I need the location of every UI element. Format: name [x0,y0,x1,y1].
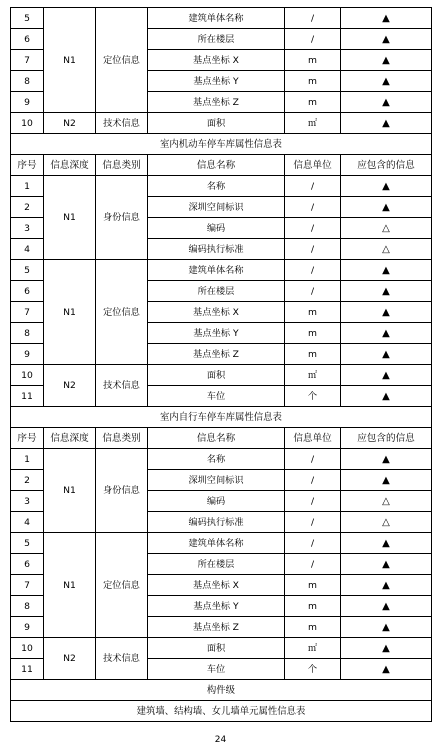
name-cell: 基点坐标 Z [148,344,285,365]
unit-cell: / [285,281,341,302]
section-row [11,701,432,722]
depth-cell: N2 [44,113,96,134]
unit-cell: m [285,302,341,323]
seq-cell: 11 [11,659,44,680]
depth-cell: N2 [44,638,96,680]
header-category: 信息类别 [96,428,148,449]
required-cell: ▲ [341,575,432,596]
category-cell: 定位信息 [96,533,148,638]
seq-cell: 8 [11,596,44,617]
required-cell: ▲ [341,386,432,407]
required-cell: ▲ [341,470,432,491]
required-cell: ▲ [341,29,432,50]
table-title: 室内自行车停车库属性信息表 [11,407,432,428]
seq-cell: 8 [11,71,44,92]
name-cell: 编码执行标准 [148,512,285,533]
seq-cell: 8 [11,323,44,344]
table-title: 室内机动车停车库属性信息表 [11,134,432,155]
required-cell: ▲ [341,92,432,113]
table-row [11,260,432,281]
next-table-title: 建筑墙、结构墙、女儿墙单元属性信息表 [11,701,432,722]
unit-cell: ㎡ [285,365,341,386]
required-cell: △ [341,491,432,512]
header-name: 信息名称 [148,155,285,176]
attribute-table [10,7,432,722]
name-cell: 所在楼层 [148,554,285,575]
required-cell: △ [341,218,432,239]
table-row [11,8,432,29]
seq-cell: 9 [11,617,44,638]
name-cell: 基点坐标 Y [148,71,285,92]
header-category: 信息类别 [96,155,148,176]
seq-cell: 6 [11,554,44,575]
unit-cell: / [285,533,341,554]
header-unit: 信息单位 [285,155,341,176]
unit-cell: m [285,71,341,92]
seq-cell: 5 [11,8,44,29]
name-cell: 基点坐标 X [148,302,285,323]
name-cell: 基点坐标 Y [148,323,285,344]
seq-cell: 3 [11,491,44,512]
seq-cell: 4 [11,512,44,533]
required-cell: ▲ [341,365,432,386]
seq-cell: 10 [11,365,44,386]
required-cell: ▲ [341,533,432,554]
unit-cell: / [285,197,341,218]
seq-cell: 2 [11,470,44,491]
name-cell: 基点坐标 Z [148,617,285,638]
name-cell: 编码 [148,491,285,512]
required-cell: ▲ [341,176,432,197]
name-cell: 面积 [148,638,285,659]
name-cell: 基点坐标 Z [148,92,285,113]
name-cell: 建筑单体名称 [148,260,285,281]
table-row [11,176,432,197]
seq-cell: 10 [11,638,44,659]
required-cell: ▲ [341,281,432,302]
required-cell: △ [341,239,432,260]
required-cell: ▲ [341,617,432,638]
seq-cell: 3 [11,218,44,239]
seq-cell: 1 [11,176,44,197]
unit-cell: / [285,449,341,470]
unit-cell: m [285,323,341,344]
name-cell: 建筑单体名称 [148,8,285,29]
name-cell: 面积 [148,365,285,386]
seq-cell: 11 [11,386,44,407]
table-row [11,113,432,134]
category-cell: 定位信息 [96,8,148,113]
unit-cell: 个 [285,659,341,680]
name-cell: 车位 [148,659,285,680]
header-required: 应包含的信息 [341,155,432,176]
table-header-row [11,155,432,176]
header-seq: 序号 [11,428,44,449]
depth-cell: N1 [44,176,96,260]
header-name: 信息名称 [148,428,285,449]
header-unit: 信息单位 [285,428,341,449]
table-row [11,365,432,386]
header-depth: 信息深度 [44,155,96,176]
unit-cell: / [285,554,341,575]
page-number: 24 [214,735,227,745]
required-cell: ▲ [341,113,432,134]
depth-cell: N1 [44,260,96,365]
name-cell: 所在楼层 [148,281,285,302]
seq-cell: 5 [11,533,44,554]
required-cell: ▲ [341,323,432,344]
name-cell: 名称 [148,449,285,470]
table-title-row [11,407,432,428]
required-cell: △ [341,512,432,533]
name-cell: 深圳空间标识 [148,470,285,491]
section-level-title: 构件级 [11,680,432,701]
unit-cell: m [285,344,341,365]
required-cell: ▲ [341,344,432,365]
category-cell: 定位信息 [96,260,148,365]
header-seq: 序号 [11,155,44,176]
unit-cell: m [285,575,341,596]
unit-cell: / [285,29,341,50]
depth-cell: N1 [44,533,96,638]
unit-cell: / [285,8,341,29]
required-cell: ▲ [341,197,432,218]
required-cell: ▲ [341,596,432,617]
seq-cell: 7 [11,50,44,71]
unit-cell: / [285,512,341,533]
name-cell: 所在楼层 [148,29,285,50]
name-cell: 编码 [148,218,285,239]
name-cell: 名称 [148,176,285,197]
seq-cell: 2 [11,197,44,218]
required-cell: ▲ [341,8,432,29]
header-depth: 信息深度 [44,428,96,449]
unit-cell: m [285,617,341,638]
name-cell: 基点坐标 X [148,50,285,71]
unit-cell: ㎡ [285,638,341,659]
unit-cell: / [285,239,341,260]
name-cell: 基点坐标 X [148,575,285,596]
unit-cell: / [285,218,341,239]
category-cell: 技术信息 [96,113,148,134]
seq-cell: 7 [11,302,44,323]
depth-cell: N2 [44,365,96,407]
seq-cell: 6 [11,281,44,302]
name-cell: 面积 [148,113,285,134]
seq-cell: 9 [11,92,44,113]
name-cell: 编码执行标准 [148,239,285,260]
table-row [11,638,432,659]
required-cell: ▲ [341,71,432,92]
seq-cell: 4 [11,239,44,260]
seq-cell: 7 [11,575,44,596]
required-cell: ▲ [341,638,432,659]
required-cell: ▲ [341,554,432,575]
unit-cell: / [285,491,341,512]
seq-cell: 10 [11,113,44,134]
name-cell: 深圳空间标识 [148,197,285,218]
category-cell: 身份信息 [96,449,148,533]
seq-cell: 5 [11,260,44,281]
name-cell: 基点坐标 Y [148,596,285,617]
depth-cell: N1 [44,449,96,533]
unit-cell: / [285,470,341,491]
table-title-row [11,134,432,155]
unit-cell: / [285,260,341,281]
name-cell: 建筑单体名称 [148,533,285,554]
required-cell: ▲ [341,659,432,680]
section-row [11,680,432,701]
required-cell: ▲ [341,260,432,281]
category-cell: 身份信息 [96,176,148,260]
category-cell: 技术信息 [96,638,148,680]
unit-cell: m [285,92,341,113]
table-header-row [11,428,432,449]
unit-cell: m [285,596,341,617]
unit-cell: 个 [285,386,341,407]
required-cell: ▲ [341,302,432,323]
seq-cell: 1 [11,449,44,470]
category-cell: 技术信息 [96,365,148,407]
required-cell: ▲ [341,50,432,71]
unit-cell: / [285,176,341,197]
name-cell: 车位 [148,386,285,407]
seq-cell: 6 [11,29,44,50]
unit-cell: m [285,50,341,71]
table-row [11,449,432,470]
depth-cell: N1 [44,8,96,113]
header-required: 应包含的信息 [341,428,432,449]
unit-cell: ㎡ [285,113,341,134]
table-row [11,533,432,554]
required-cell: ▲ [341,449,432,470]
seq-cell: 9 [11,344,44,365]
